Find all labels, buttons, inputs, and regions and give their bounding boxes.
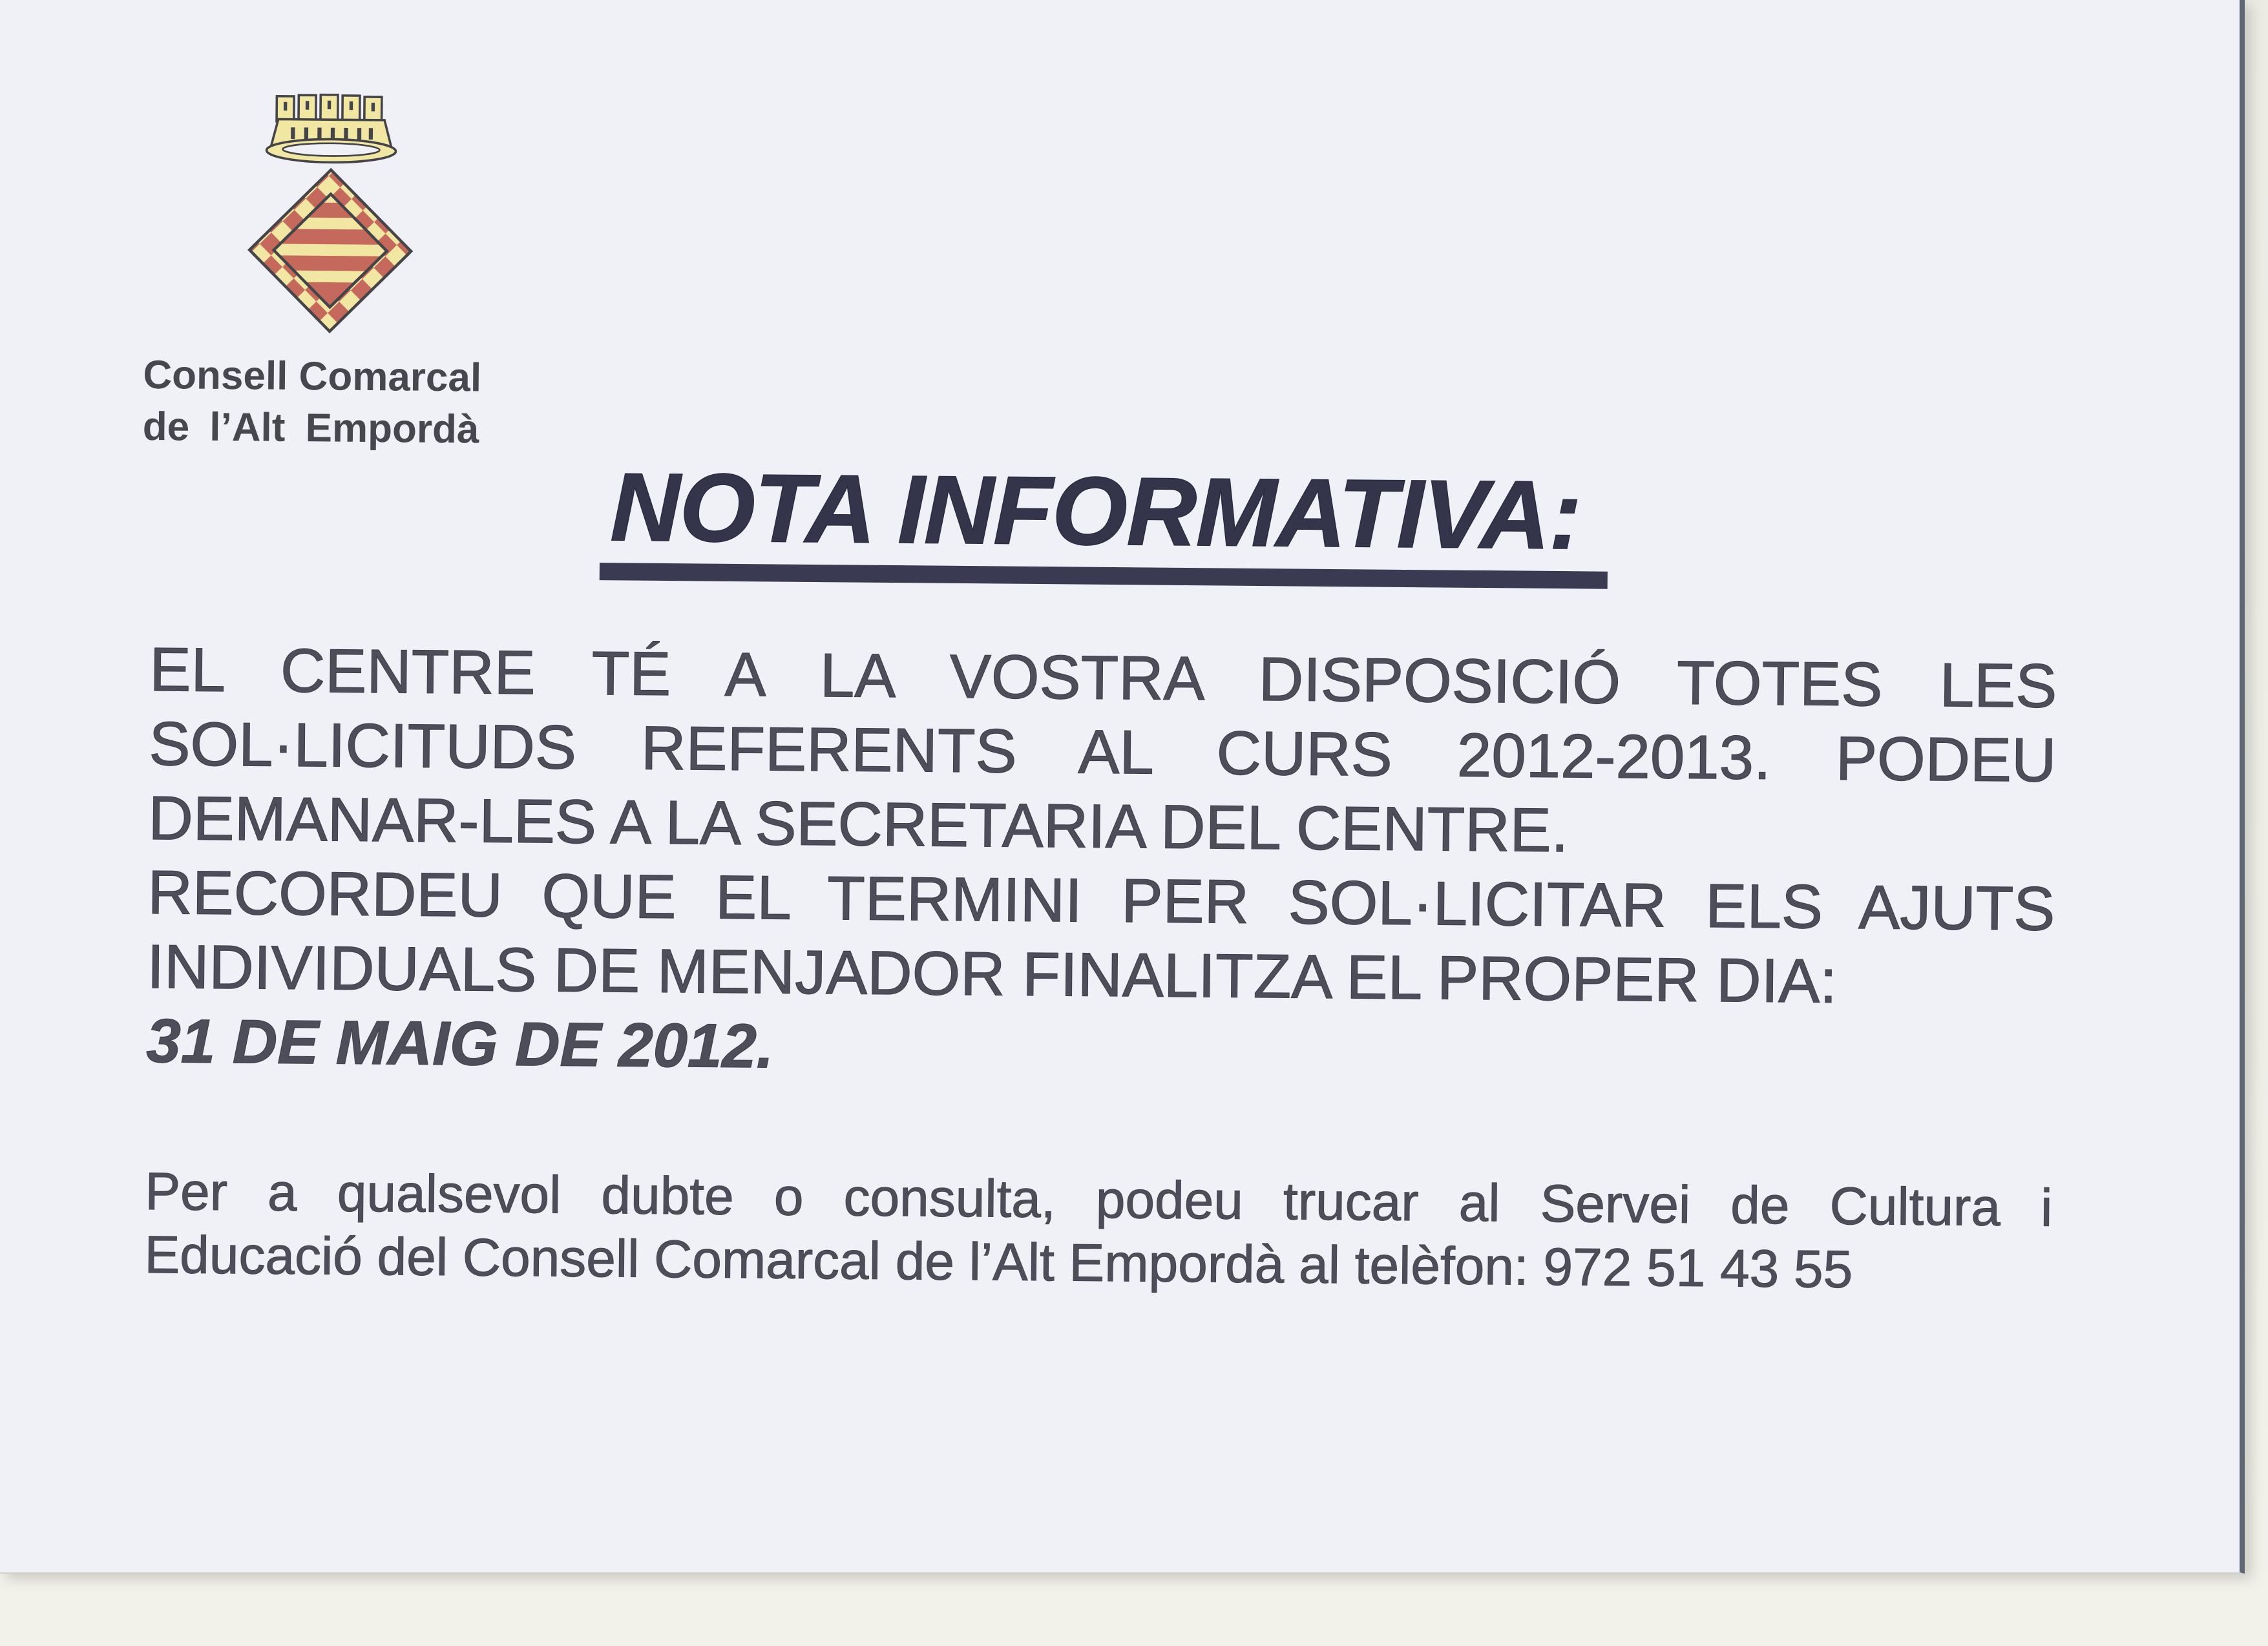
body-line-1: EL CENTRE TÉ A LA VOSTRA DISPOSICIÓ TOTES LES (149, 635, 2057, 721)
title-row (151, 452, 2058, 593)
notice-body (146, 632, 2057, 1095)
contact-line-1: Per a qualsevol dubte o consulta, podeu trucar al Servei de Cultura i (145, 1162, 2053, 1238)
body-line-2: SOL·LICITUDS REFERENTS AL CURS 2012-2013. PODEU (149, 709, 2057, 795)
shield-icon (249, 169, 412, 332)
page-title: NOTA INFORMATIVA: (600, 455, 1609, 589)
contact-line-2: Educació del Consell Comarcal de l’Alt Empordà al telèfon: 972 51 43 55 (144, 1225, 1853, 1300)
deadline-line: 31 DE MAIG DE 2012. (145, 1006, 774, 1081)
coat-of-arms (243, 85, 418, 335)
organization-name (142, 349, 481, 456)
body-line-4: RECORDEU QUE EL TERMINI PER SOL·LICITAR ELS AJUTS (147, 857, 2055, 944)
organization-name-line2: de l’Alt Empordà (142, 404, 479, 452)
body-line-3: DEMANAR-LES A LA SECRETARIA DEL CENTRE. (148, 784, 1569, 866)
body-line-5: INDIVIDUALS DE MENJADOR FINALITZA EL PROPER DIA: (147, 932, 1838, 1016)
contact-paragraph (144, 1160, 2053, 1304)
crown-icon (266, 94, 396, 163)
organization-name-line1: Consell Comarcal (143, 352, 482, 401)
